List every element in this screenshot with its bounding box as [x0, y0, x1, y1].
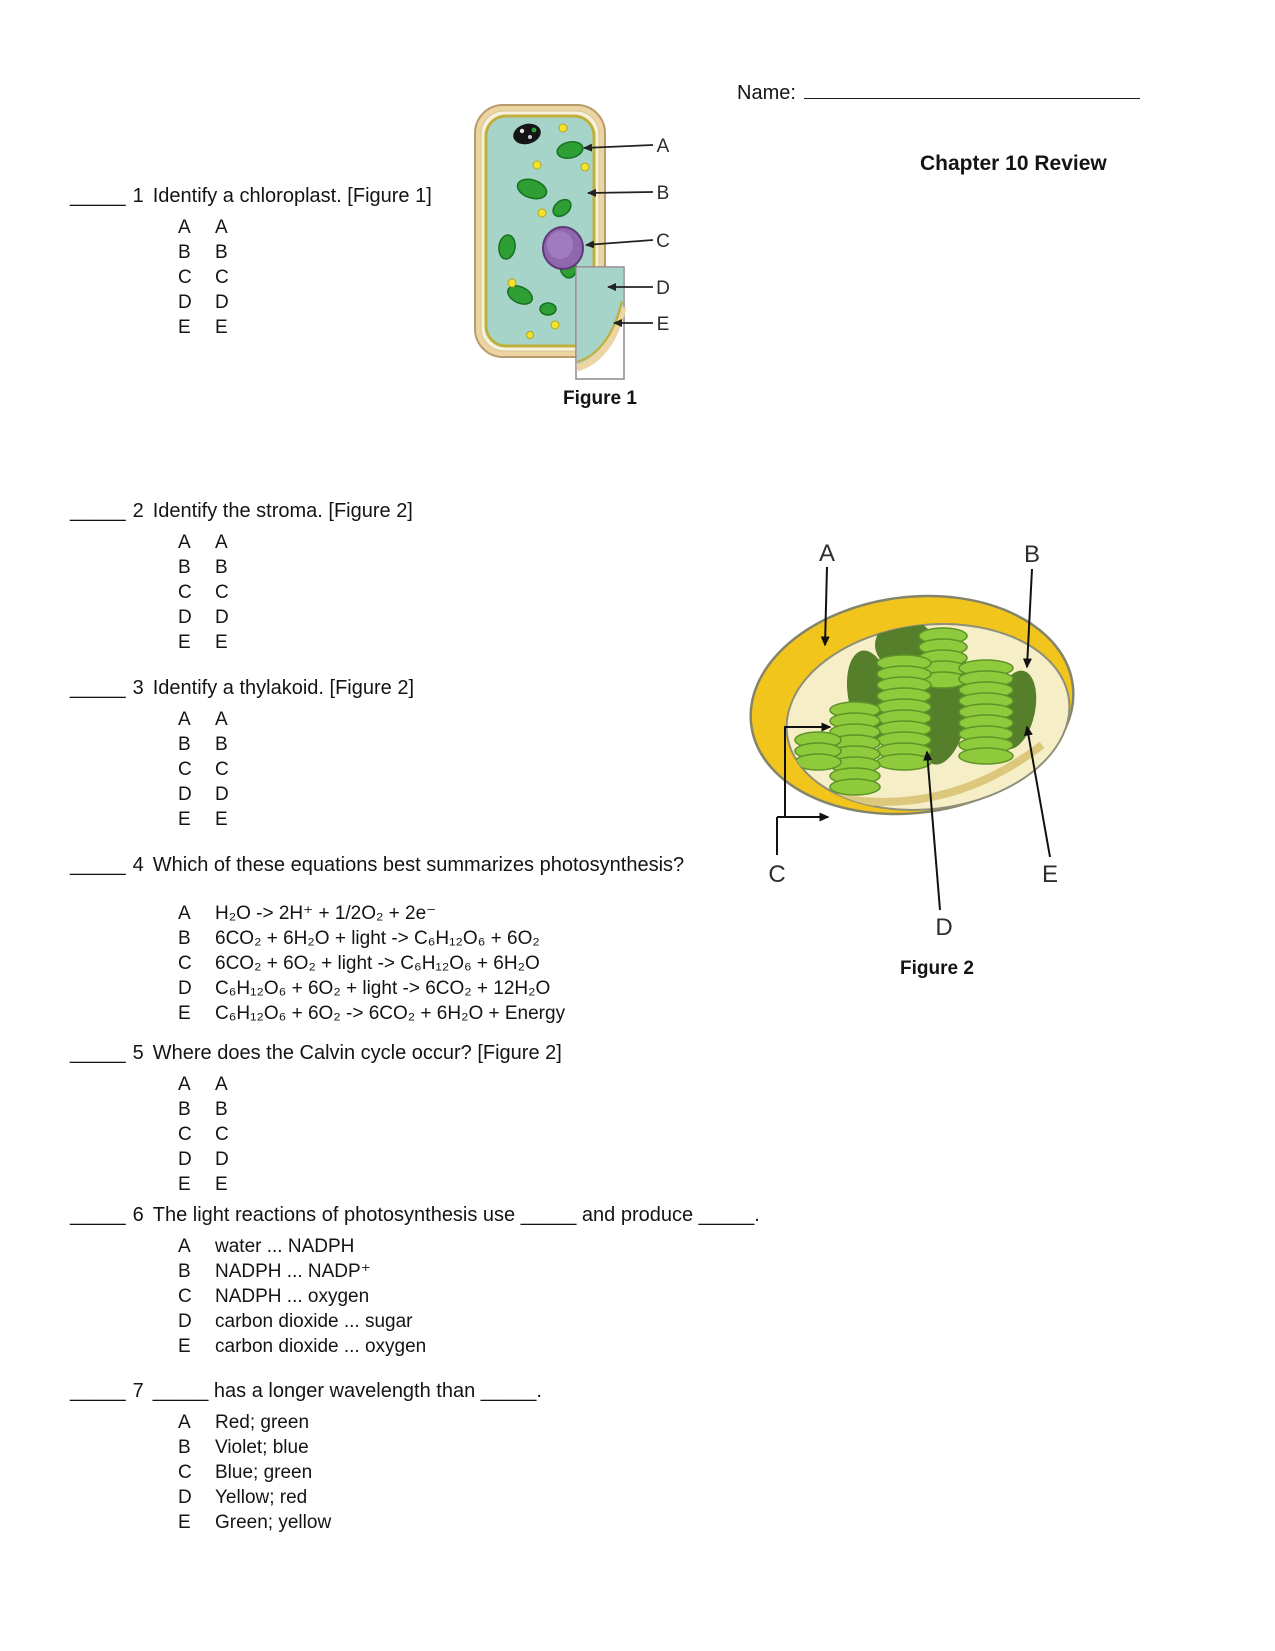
option-text: D: [215, 1149, 229, 1170]
option-text: water ... NADPH: [215, 1236, 355, 1257]
option-letter: B: [178, 1261, 191, 1282]
answer-blank: _____: [70, 185, 126, 207]
option-row: [178, 1072, 562, 1097]
figure1-label-e: E: [656, 314, 670, 335]
option-text: B: [215, 242, 228, 263]
question-7-options: [178, 1410, 542, 1535]
option-row: [178, 1334, 760, 1359]
question-5-line: [70, 1041, 562, 1066]
option-letter: A: [178, 1412, 191, 1433]
option-text: H₂O -> 2H⁺ + 1/2O₂ + 2e⁻: [215, 903, 437, 924]
option-letter: E: [178, 317, 191, 338]
option-letter: C: [178, 267, 192, 288]
option-text: E: [215, 809, 228, 830]
option-row: [178, 1309, 760, 1334]
figure1-caption: Figure 1: [563, 388, 637, 409]
option-letter: C: [178, 1462, 192, 1483]
question-5-options: [178, 1072, 562, 1197]
question-1-line: [70, 184, 432, 209]
option-row: [178, 1147, 562, 1172]
answer-blank: _____: [70, 1204, 126, 1226]
option-text: Violet; blue: [215, 1437, 309, 1458]
option-row: [178, 1284, 760, 1309]
option-row: [178, 1122, 562, 1147]
question-7: [70, 1379, 542, 1535]
option-text: B: [215, 557, 228, 578]
question-3-line: [70, 676, 414, 701]
name-field: [737, 80, 1140, 105]
option-row: [178, 580, 413, 605]
option-letter: C: [178, 582, 192, 603]
option-row: [178, 782, 414, 807]
granum-stack-front: [795, 732, 841, 770]
option-row: [178, 1259, 760, 1284]
option-row: [178, 1460, 542, 1485]
question-3: [70, 676, 414, 832]
name-label: Name:: [737, 82, 796, 104]
question-text: Identify a chloroplast. [Figure 1]: [152, 185, 432, 207]
figure1-label-a: A: [656, 136, 670, 157]
option-letter: E: [178, 1003, 191, 1024]
question-6: [70, 1203, 760, 1359]
option-row: [178, 1485, 542, 1510]
option-row: [178, 240, 432, 265]
answer-blank: _____: [70, 677, 126, 699]
question-text: Which of these equations best summarizes photosynthesis?: [152, 854, 685, 876]
option-text: C: [215, 759, 229, 780]
option-row: [178, 605, 413, 630]
option-text: Yellow; red: [215, 1487, 308, 1508]
question-number: 7: [132, 1380, 144, 1402]
question-2-options: [178, 530, 413, 655]
question-text: Where does the Calvin cycle occur? [Figure 2]: [152, 1042, 562, 1064]
question-text: The light reactions of photosynthesis use _____ and produce _____.: [152, 1204, 760, 1226]
option-letter: E: [178, 809, 191, 830]
question-text: _____ has a longer wavelength than _____.: [152, 1380, 542, 1402]
option-text: C₆H₁₂O₆ + 6O₂ -> 6CO₂ + 6H₂O + Energy: [215, 1003, 566, 1024]
option-text: carbon dioxide ... sugar: [215, 1311, 413, 1332]
option-row: [178, 630, 413, 655]
question-6-options: [178, 1234, 760, 1359]
question-4-line: [70, 853, 684, 878]
option-text: E: [215, 632, 228, 653]
option-row: [178, 901, 684, 926]
option-text: E: [215, 1174, 228, 1195]
option-letter: C: [178, 1124, 192, 1145]
figure2-label-a: A: [818, 540, 836, 567]
figure1-label-c: C: [656, 231, 670, 252]
option-text: C₆H₁₂O₆ + 6O₂ + light -> 6CO₂ + 12H₂O: [215, 978, 551, 999]
question-7-line: [70, 1379, 542, 1404]
option-row: [178, 555, 413, 580]
answer-blank: _____: [70, 1380, 126, 1402]
figure1-labels: [656, 136, 670, 335]
option-text: Blue; green: [215, 1462, 313, 1483]
option-row: [178, 1097, 562, 1122]
answer-blank: _____: [70, 500, 126, 522]
option-row: [178, 265, 432, 290]
option-row: [178, 732, 414, 757]
question-number: 1: [132, 185, 144, 207]
question-2: [70, 499, 413, 655]
option-row: [178, 1435, 542, 1460]
option-letter: D: [178, 978, 192, 999]
option-text: NADPH ... NADP⁺: [215, 1261, 371, 1282]
granum-stack-right: [959, 660, 1013, 764]
figure2-label-e: E: [1041, 861, 1059, 888]
question-2-line: [70, 499, 413, 524]
option-letter: B: [178, 1099, 191, 1120]
question-4-options: [178, 901, 684, 1026]
option-text: carbon dioxide ... oxygen: [215, 1336, 427, 1357]
option-row: [178, 1001, 684, 1026]
arrow-b: [588, 192, 653, 193]
question-4: [70, 853, 684, 1026]
option-letter: A: [178, 709, 191, 730]
option-text: Red; green: [215, 1412, 310, 1433]
option-letter: C: [178, 953, 192, 974]
figure1-label-b: B: [656, 183, 670, 204]
option-letter: C: [178, 759, 192, 780]
option-letter: D: [178, 607, 192, 628]
option-letter: D: [178, 292, 192, 313]
option-letter: B: [178, 242, 191, 263]
question-number: 3: [132, 677, 144, 699]
option-letter: B: [178, 1437, 191, 1458]
question-number: 5: [132, 1042, 144, 1064]
figure2-label-d: D: [935, 914, 953, 941]
question-3-options: [178, 707, 414, 832]
option-row: [178, 951, 684, 976]
question-5: [70, 1041, 562, 1197]
option-text: B: [215, 734, 228, 755]
figure2-label-c: C: [768, 861, 786, 888]
page-title: Chapter 10 Review: [920, 152, 1107, 175]
option-letter: A: [178, 1074, 191, 1095]
option-text: A: [215, 1074, 228, 1095]
nucleus: [543, 227, 583, 269]
option-letter: B: [178, 557, 191, 578]
option-letter: E: [178, 632, 191, 653]
option-letter: D: [178, 1487, 192, 1508]
option-text: D: [215, 784, 229, 805]
option-letter: A: [178, 1236, 191, 1257]
option-text: A: [215, 709, 228, 730]
option-row: [178, 215, 432, 240]
option-row: [178, 807, 414, 832]
option-letter: D: [178, 1149, 192, 1170]
question-number: 2: [132, 500, 144, 522]
option-letter: E: [178, 1174, 191, 1195]
option-row: [178, 707, 414, 732]
option-letter: A: [178, 217, 191, 238]
option-text: Green; yellow: [215, 1512, 332, 1533]
option-letter: E: [178, 1512, 191, 1533]
name-blank-line: [804, 80, 1140, 99]
option-letter: A: [178, 532, 191, 553]
option-row: [178, 926, 684, 951]
option-row: [178, 757, 414, 782]
question-text: Identify the stroma. [Figure 2]: [152, 500, 413, 522]
figure1-illustration: [450, 95, 690, 395]
question-6-line: [70, 1203, 760, 1228]
option-text: A: [215, 217, 228, 238]
question-text: Identify a thylakoid. [Figure 2]: [152, 677, 414, 699]
option-letter: A: [178, 903, 191, 924]
option-text: C: [215, 1124, 229, 1145]
option-text: E: [215, 317, 228, 338]
option-text: 6CO₂ + 6H₂O + light -> C₆H₁₂O₆ + 6O₂: [215, 928, 540, 949]
figure2-caption: Figure 2: [900, 958, 974, 979]
option-letter: D: [178, 1311, 192, 1332]
option-text: NADPH ... oxygen: [215, 1286, 370, 1307]
option-text: D: [215, 607, 229, 628]
option-text: C: [215, 267, 229, 288]
option-letter: C: [178, 1286, 192, 1307]
answer-blank: _____: [70, 1042, 126, 1064]
option-letter: B: [178, 928, 191, 949]
option-row: [178, 290, 432, 315]
granum-stack-mid-left: [877, 655, 931, 770]
figure1-label-d: D: [656, 278, 670, 299]
option-row: [178, 1510, 542, 1535]
option-row: [178, 1410, 542, 1435]
option-letter: D: [178, 784, 192, 805]
option-row: [178, 1172, 562, 1197]
option-row: [178, 976, 684, 1001]
question-number: 4: [132, 854, 144, 876]
question-1-options: [178, 215, 432, 340]
option-text: D: [215, 292, 229, 313]
option-letter: E: [178, 1336, 191, 1357]
option-text: 6CO₂ + 6O₂ + light -> C₆H₁₂O₆ + 6H₂O: [215, 953, 540, 974]
figure2-label-b: B: [1023, 541, 1041, 568]
option-letter: B: [178, 734, 191, 755]
question-1: [70, 184, 432, 340]
option-row: [178, 1234, 760, 1259]
figure2-illustration: [700, 505, 1130, 950]
question-number: 6: [132, 1204, 144, 1226]
answer-blank: _____: [70, 854, 126, 876]
option-row: [178, 315, 432, 340]
option-text: B: [215, 1099, 228, 1120]
option-text: C: [215, 582, 229, 603]
option-row: [178, 530, 413, 555]
option-text: A: [215, 532, 228, 553]
